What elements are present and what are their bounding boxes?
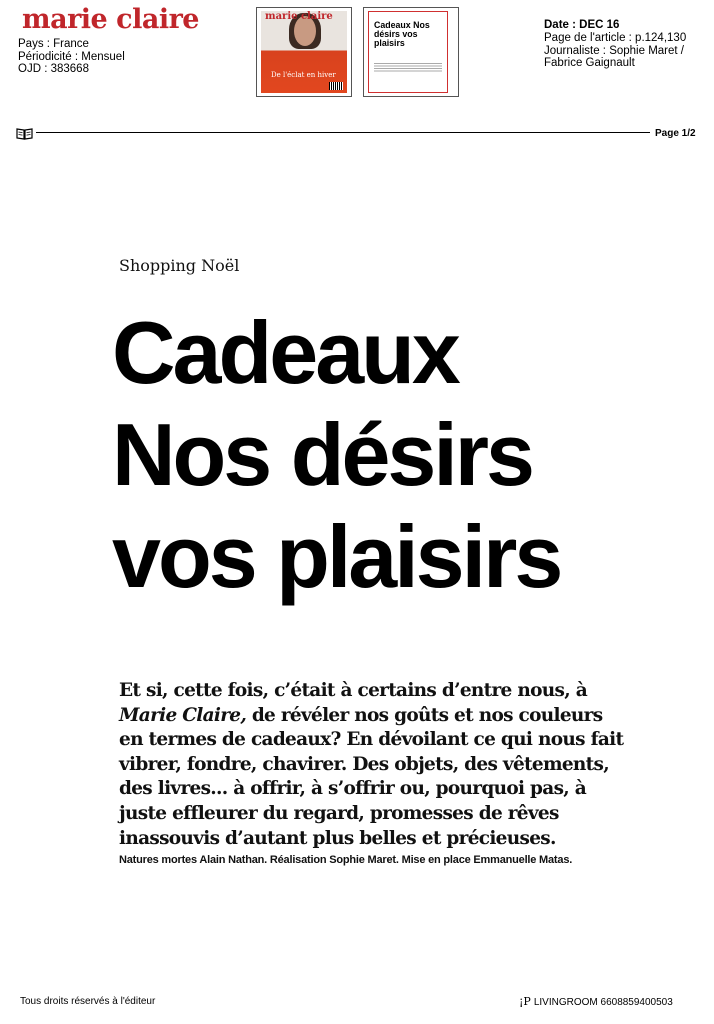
footer-code bbox=[519, 995, 673, 1008]
photo-credits: Natures mortes Alain Nathan. Réalisation Sophie Maret. Mise en place Emmanuelle Matas. bbox=[119, 854, 573, 866]
mini-page-text-lines bbox=[374, 63, 442, 73]
cover-thumbnail[interactable] bbox=[256, 7, 352, 97]
publication-meta bbox=[18, 38, 125, 76]
intro-magazine-name: Marie Claire, bbox=[119, 704, 247, 726]
intro-text: de révéler nos goûts et nos couleurs en termes de cadeaux? En dévoilant ce qui nous fait vibrer, fondre, chavirer. Des objets, des vêtements, des livres... à offrir, à s’offrir ou, pourquoi pas, à juste effleurer du regard, promesses de rêves inassouvis d’autant plus belles et précieuses. bbox=[119, 704, 624, 849]
headline-line: vos plaisirs bbox=[112, 507, 561, 606]
article-page-thumbnail[interactable] bbox=[363, 7, 459, 97]
header-rule bbox=[36, 132, 650, 133]
meta-periodicity: Périodicité : Mensuel bbox=[18, 50, 125, 63]
headline-line: Cadeaux bbox=[112, 303, 458, 402]
meta-date: Date : DEC 16 bbox=[544, 19, 620, 31]
document-code: LIVINGROOM 6608859400503 bbox=[533, 997, 673, 1008]
article-meta bbox=[544, 19, 704, 70]
mini-page-title: Cadeaux Nos désirs vos plaisirs bbox=[374, 20, 430, 49]
barcode-icon bbox=[329, 82, 343, 90]
cover-image bbox=[261, 11, 347, 93]
intro-text: Et si, cette fois, c’était à certains d’entre nous, à bbox=[119, 680, 587, 701]
meta-ojd: OJD : 383668 bbox=[18, 63, 89, 75]
brand-logo: marie claire bbox=[22, 4, 199, 35]
section-kicker: Shopping Noël bbox=[119, 256, 240, 275]
meta-page-article: Page de l'article : p.124,130 bbox=[544, 31, 687, 44]
meta-journalist: Journaliste : Sophie Maret / Fabrice Gaignault bbox=[544, 44, 684, 70]
cover-brand: marie claire bbox=[265, 11, 333, 22]
mini-page bbox=[368, 11, 448, 93]
book-icon bbox=[16, 127, 33, 140]
meta-country: Pays : France bbox=[18, 38, 89, 50]
rights-notice: Tous droits réservés à l'éditeur bbox=[20, 996, 156, 1007]
intro-paragraph bbox=[119, 679, 624, 851]
headline-line: Nos désirs bbox=[112, 405, 532, 504]
publisher-glyph-icon: ¡P bbox=[519, 995, 531, 1008]
page-number: Page 1/2 bbox=[655, 128, 696, 139]
headline bbox=[112, 302, 560, 608]
cover-headline: De l'éclat en hiver bbox=[271, 71, 336, 79]
